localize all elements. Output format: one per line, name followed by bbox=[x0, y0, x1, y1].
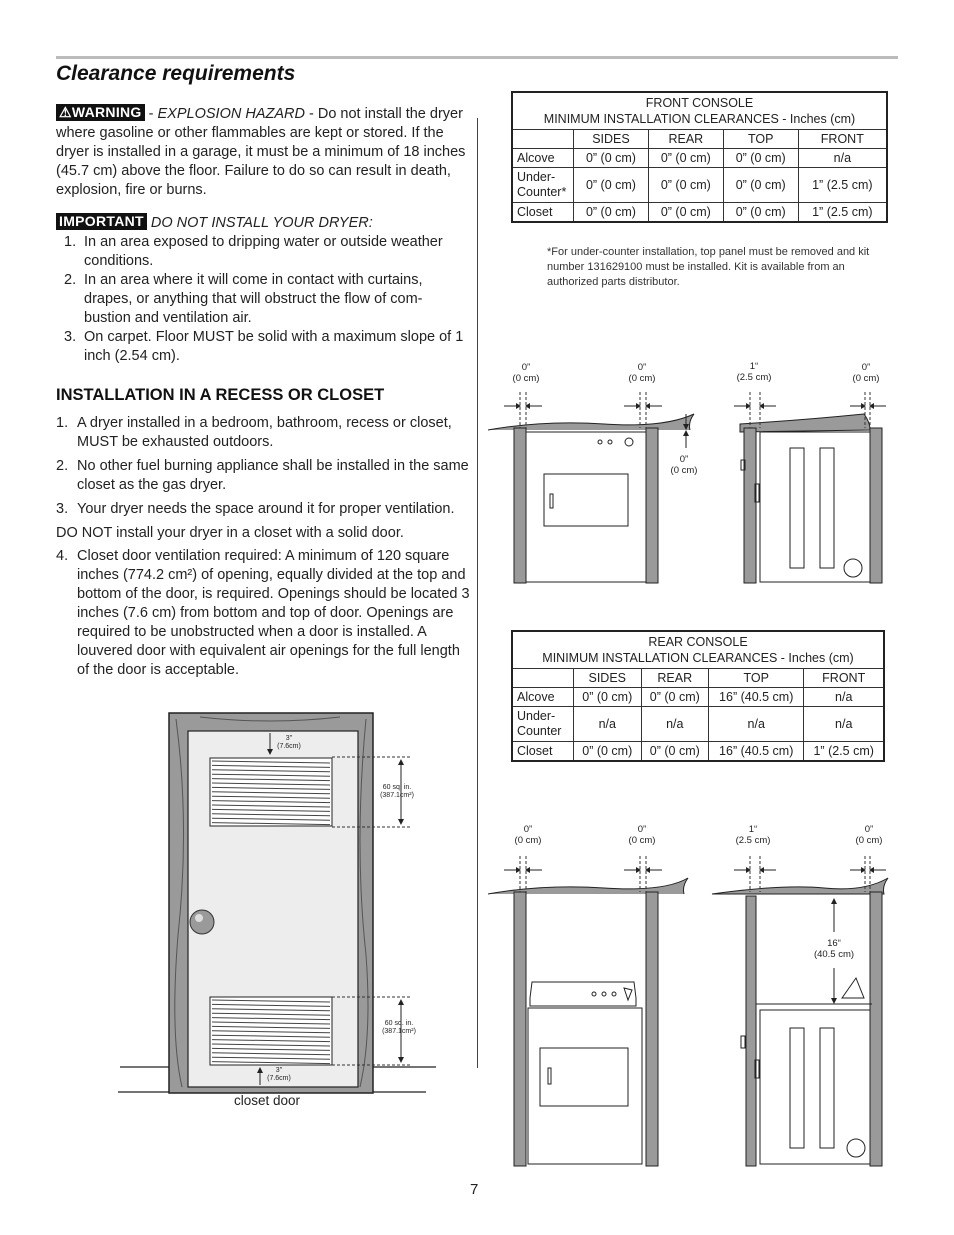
front-view-top-label: 0” (0 cm) bbox=[670, 454, 698, 476]
table-cell: 0” (0 cm) bbox=[641, 688, 709, 707]
column-header: REAR bbox=[648, 130, 723, 149]
rear-side-view-right-label: 0” (0 cm) bbox=[855, 824, 883, 846]
table-row bbox=[512, 149, 887, 168]
table-row bbox=[512, 707, 884, 742]
header-rule bbox=[56, 56, 898, 59]
list-item: 2. In an area where it will come in contact with curtains, drapes, or anything that will obstruct the flow of com-bustion and ventilation air. bbox=[64, 272, 423, 326]
door-top-gap-label: 3" (7.6cm) bbox=[277, 735, 301, 750]
side-view-right-label: 0” (0 cm) bbox=[852, 362, 880, 384]
recess-item-4-list bbox=[56, 547, 470, 680]
table-cell: 1” (2.5 cm) bbox=[798, 203, 887, 223]
rear-console-diagrams bbox=[484, 848, 896, 1170]
front-table-header-row bbox=[512, 130, 887, 149]
table-cell: n/a bbox=[798, 149, 887, 168]
rear-console-table bbox=[511, 630, 885, 762]
front-console-diagrams bbox=[484, 384, 896, 586]
front-console-table bbox=[511, 91, 888, 223]
warning-badge: ⚠WARNING bbox=[56, 104, 145, 121]
list-item: 2. No other fuel burning appliance shall be installed in the same closet as the gas dryer. bbox=[56, 458, 469, 493]
warning-triangle-icon: ⚠ bbox=[59, 104, 72, 120]
warning-text: - Do not install the dryer where gasoline or other flammables are kept or stored. If the dryer is installed in a garage, it must be a minimum of 18 inches (45.7 cm) above the floor. Failure to do so can result in death, explosion, fire or burns. bbox=[56, 106, 466, 198]
rear-front-view-left-label: 0” (0 cm) bbox=[514, 824, 542, 846]
list-item: 1. In an area exposed to dripping water or outside weather conditions. bbox=[64, 234, 443, 269]
important-badge: IMPORTANT bbox=[56, 213, 147, 230]
warning-paragraph: ⚠WARNING - EXPLOSION HAZARD - Do not install the dryer where gasoline or other flammables are kept or stored. If the dryer is installed in a garage, it must be a minimum of 18 inches (45.7 cm) above the floor. Failure to do so can result in death, explosion, fire or burns. bbox=[56, 104, 466, 198]
table-cell: 1” (2.5 cm) bbox=[798, 168, 887, 203]
row-label: Closet bbox=[512, 203, 574, 223]
door-bottom-area-label: 60 sq. in. (387.1cm²) bbox=[382, 1020, 416, 1035]
table-row bbox=[512, 742, 884, 762]
table-row bbox=[512, 203, 887, 223]
warning-hazard: EXPLOSION HAZARD bbox=[157, 106, 305, 122]
row-label: Closet bbox=[512, 742, 574, 762]
rear-side-view-left-label: 1“ (2.5 cm) bbox=[735, 824, 771, 846]
front-console-front-view bbox=[488, 392, 694, 583]
table-cell: 0” (0 cm) bbox=[648, 168, 723, 203]
table-cell: n/a bbox=[641, 707, 709, 742]
front-view-left-label: 0” (0 cm) bbox=[512, 362, 540, 384]
table-cell: 16” (40.5 cm) bbox=[709, 742, 804, 762]
table-cell: 0” (0 cm) bbox=[723, 203, 798, 223]
rear-front-view-right-label: 0” (0 cm) bbox=[628, 824, 656, 846]
recess-section bbox=[56, 414, 470, 680]
list-item: 3. On carpet. Floor MUST be solid with a maximum slope of 1 inch (2.54 cm). bbox=[64, 329, 464, 364]
column-header: FRONT bbox=[804, 669, 884, 688]
top-louver bbox=[210, 758, 332, 826]
closet-door-caption: closet door bbox=[234, 1093, 301, 1108]
row-label: Under-Counter bbox=[512, 707, 574, 742]
table-cell: 16” (40.5 cm) bbox=[709, 688, 804, 707]
row-label: Alcove bbox=[512, 688, 574, 707]
front-table-title: FRONT CONSOLE MINIMUM INSTALLATION CLEARANCES - Inches (cm) bbox=[512, 92, 887, 130]
list-item: 4. Closet door ventilation required: A minimum of 120 square inches (774.2 cm²) of opening, equally divided at the top and bottom of the door, is required. Openings should be located 3 inches (7.6 cm) from bottom and top of door. Openings are required to be unobstructed when a door is installed. A louvered door with equivalent air openings for the full length of the door is acceptable. bbox=[56, 548, 470, 678]
column-header: REAR bbox=[641, 669, 709, 688]
table-row bbox=[512, 688, 884, 707]
table-cell: n/a bbox=[709, 707, 804, 742]
page-title: Clearance requirements bbox=[56, 62, 296, 85]
door-top-area-label: 60 sq. in. (387.1cm²) bbox=[380, 784, 414, 799]
table-cell: 0” (0 cm) bbox=[648, 149, 723, 168]
table-cell: 0” (0 cm) bbox=[574, 168, 649, 203]
column-header: SIDES bbox=[574, 669, 642, 688]
rear-table-title: REAR CONSOLE MINIMUM INSTALLATION CLEARANCES - Inches (cm) bbox=[512, 631, 884, 669]
table-cell: 0” (0 cm) bbox=[641, 742, 709, 762]
table-cell: 0” (0 cm) bbox=[574, 203, 649, 223]
door-bottom-gap-label: 3" (7.6cm) bbox=[267, 1067, 291, 1082]
table-cell: 0” (0 cm) bbox=[723, 149, 798, 168]
table-cell: n/a bbox=[574, 707, 642, 742]
list-item: 1. A dryer installed in a bedroom, bathroom, recess or closet, MUST be exhausted outdoors. bbox=[56, 415, 452, 450]
rear-table-header-row bbox=[512, 669, 884, 688]
door-knob bbox=[190, 910, 214, 934]
important-list bbox=[56, 233, 468, 366]
column-header: TOP bbox=[723, 130, 798, 149]
rear-console-front-view bbox=[488, 856, 688, 1166]
table-cell: 0” (0 cm) bbox=[723, 168, 798, 203]
table-cell: n/a bbox=[804, 688, 884, 707]
column-header: TOP bbox=[709, 669, 804, 688]
rear-console-side-view bbox=[712, 856, 888, 1166]
closet-door-figure bbox=[110, 705, 440, 1100]
row-label: Under-Counter* bbox=[512, 168, 574, 203]
row-label: Alcove bbox=[512, 149, 574, 168]
column-header: FRONT bbox=[798, 130, 887, 149]
recess-heading: INSTALLATION IN A RECESS OR CLOSET bbox=[56, 386, 385, 404]
table-cell: 0” (0 cm) bbox=[574, 742, 642, 762]
solid-door-note: DO NOT install your dryer in a closet with a solid door. bbox=[56, 525, 404, 541]
page-number: 7 bbox=[470, 1181, 479, 1198]
table-cell: n/a bbox=[804, 707, 884, 742]
side-view-left-label: 1“ (2.5 cm) bbox=[736, 361, 772, 383]
table-row bbox=[512, 168, 887, 203]
front-view-right-label: 0” (0 cm) bbox=[628, 362, 656, 384]
table-cell: 0” (0 cm) bbox=[574, 149, 649, 168]
rear-side-view-top-label: 16“ (40.5 cm) bbox=[808, 938, 860, 960]
recess-list bbox=[56, 414, 470, 519]
table-cell: 1” (2.5 cm) bbox=[804, 742, 884, 762]
table-cell: 0” (0 cm) bbox=[574, 688, 642, 707]
list-item: 3. Your dryer needs the space around it for proper ventilation. bbox=[56, 501, 455, 517]
bottom-louver bbox=[210, 997, 332, 1065]
important-heading: DO NOT INSTALL YOUR DRYER: bbox=[150, 215, 373, 231]
important-section bbox=[56, 213, 468, 366]
front-table-footnote: *For under-counter installation, top panel must be removed and kit number 131629100 must be installed. Kit is available from an authorized parts distributor. bbox=[547, 246, 870, 288]
column-divider bbox=[477, 118, 478, 1068]
front-console-side-view bbox=[734, 392, 886, 583]
table-cell: 0” (0 cm) bbox=[648, 203, 723, 223]
column-header: SIDES bbox=[574, 130, 649, 149]
